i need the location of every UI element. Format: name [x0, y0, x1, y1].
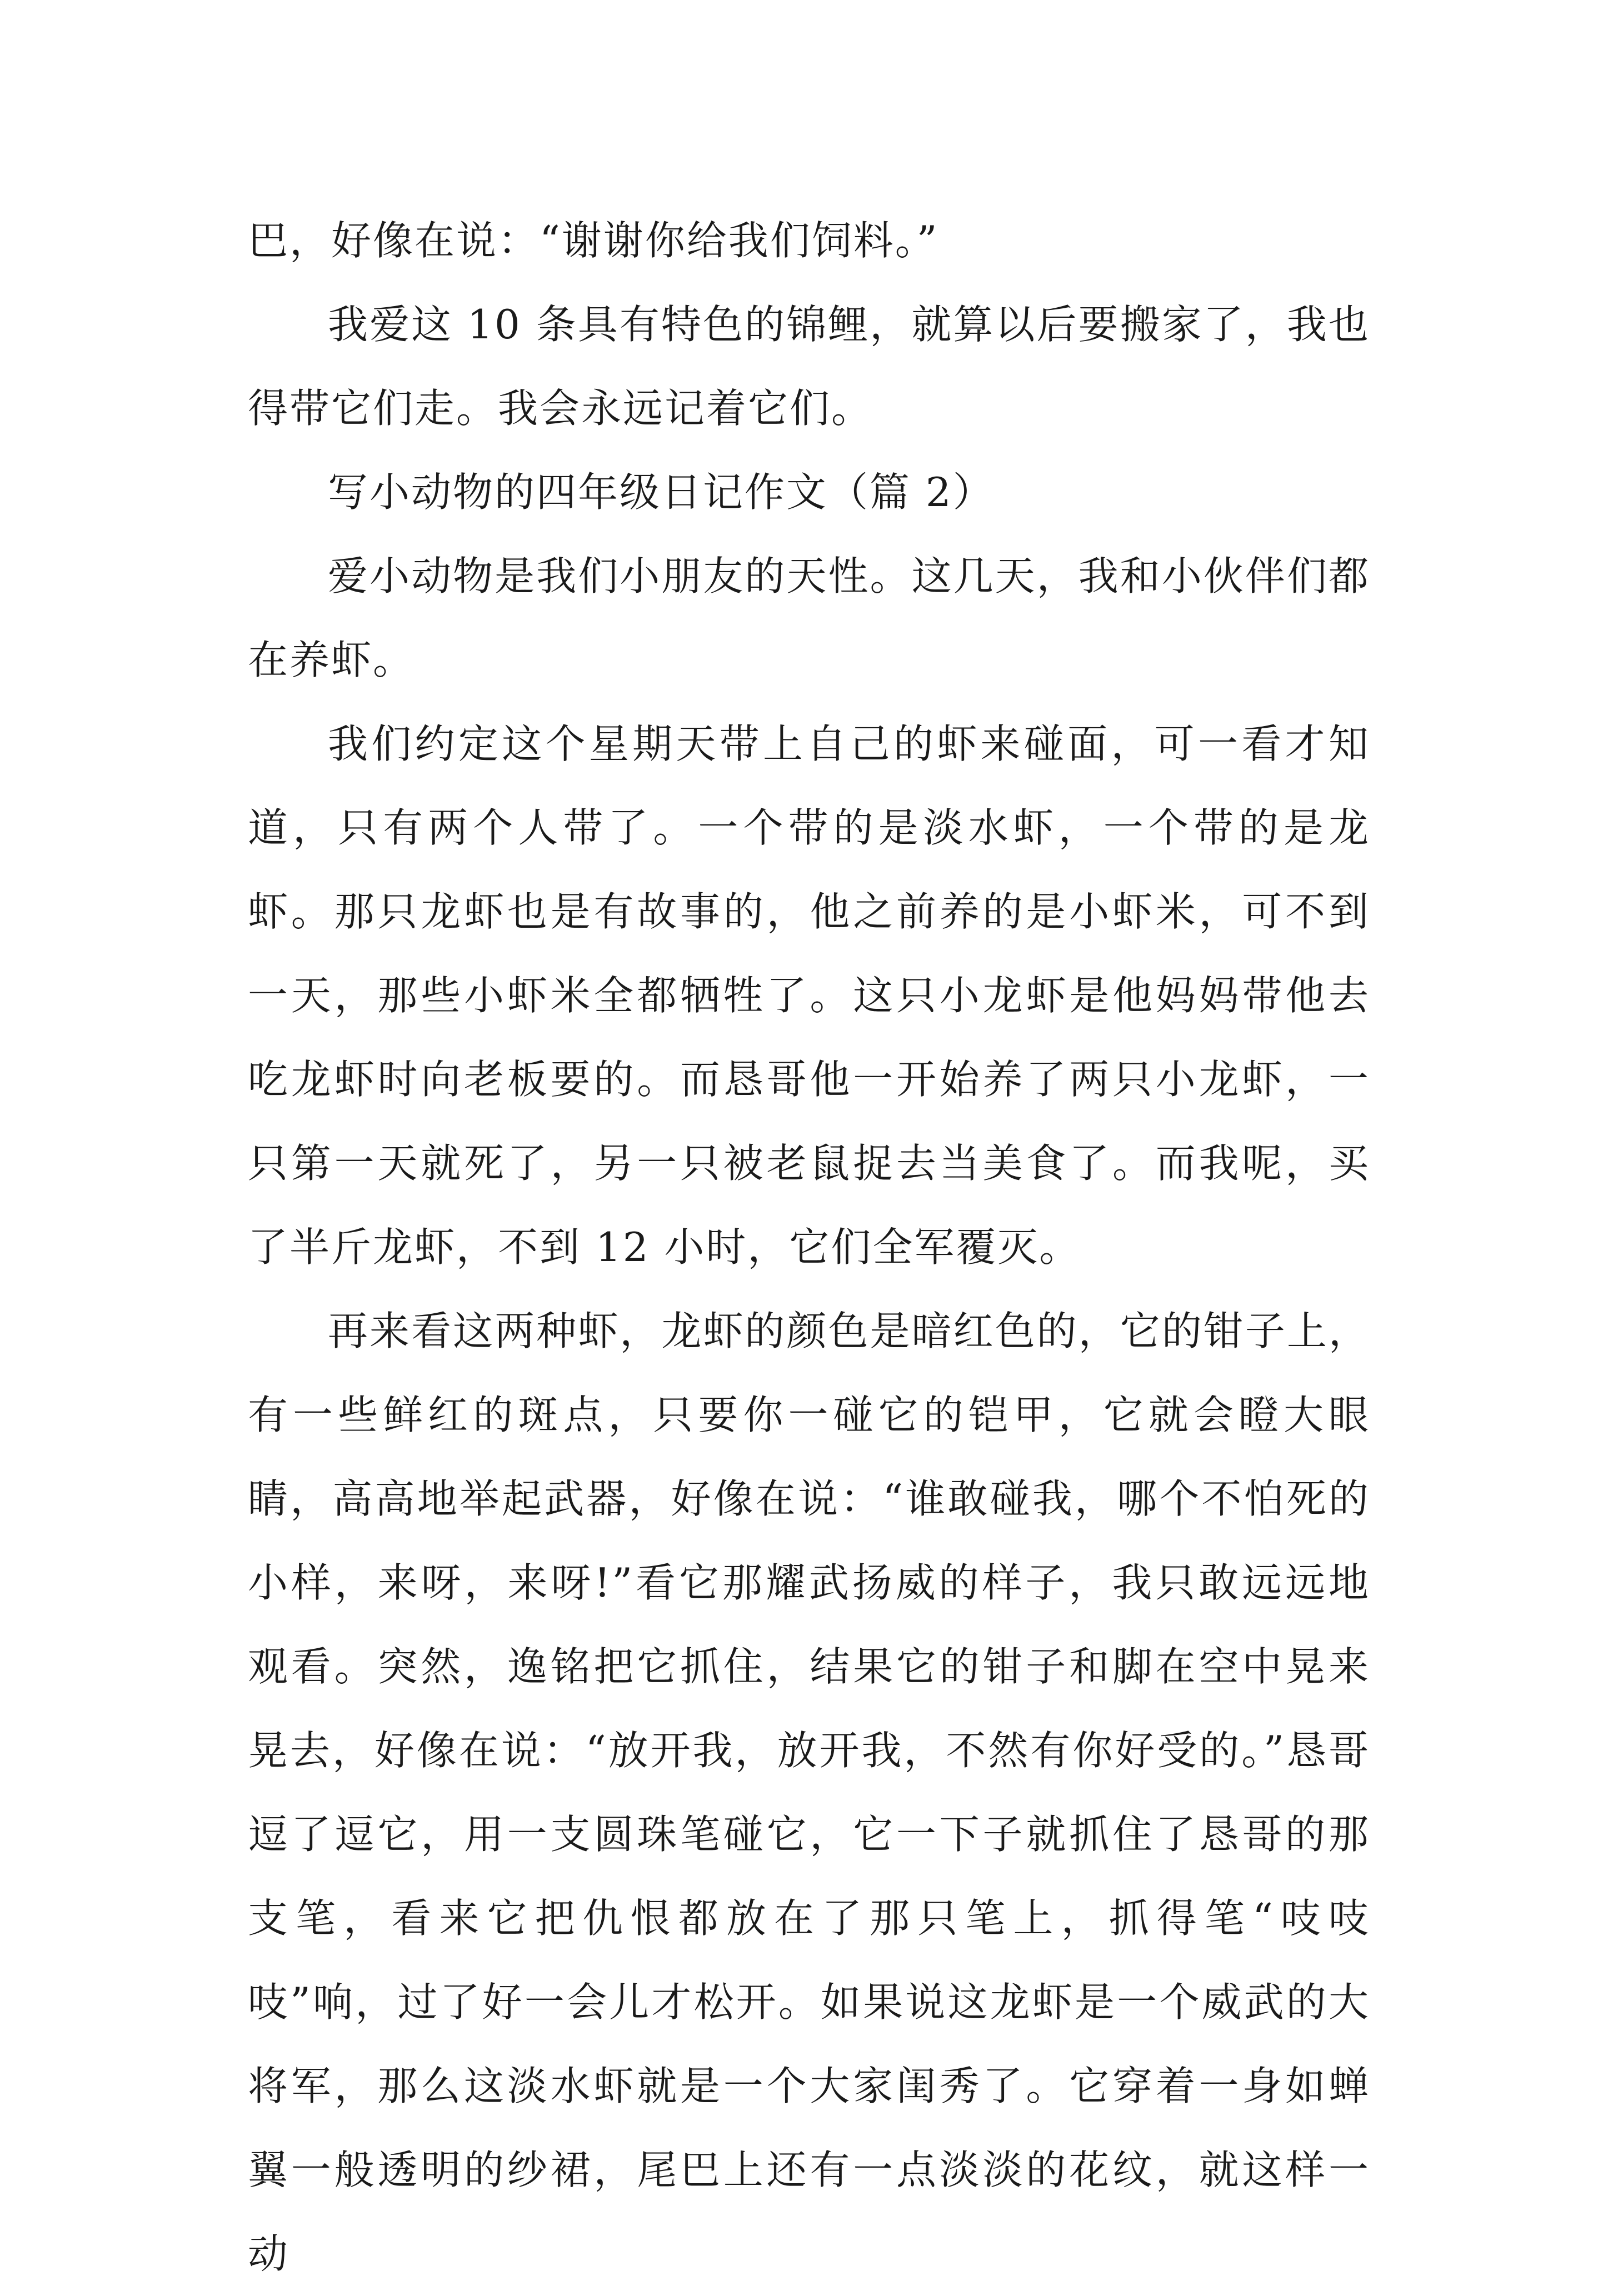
paragraph: 爱小动物是我们小朋友的天性。这几天，我和小伙伴们都在养虾。 — [248, 553, 1370, 683]
paragraph: 我们约定这个星期天带上自己的虾来碰面，可一看才知道，只有两个人带了。一个带的是淡水虾，一个带的是龙虾。那只龙虾也是有故事的，他之前养的是小虾米，可不到一天，那些小虾米全都牺牲了。这只小龙虾是他妈妈带他去吃龙虾时向老板要的。而恳哥他一开始养了两只小龙虾，一只第一天就死了，另一只被老鼠捉去当美食了。而我呢，买了半斤龙虾，不到 12 小时，它们全军覆灭。 — [248, 721, 1370, 1270]
paragraph-continued: 巴，好像在说：“谢谢你给我们饲料。” — [248, 217, 939, 264]
section-heading: 写小动物的四年级日记作文（篇 2） — [328, 469, 995, 516]
paragraph: 我爱这 10 条具有特色的锦鲤，就算以后要搬家了，我也得带它们走。我会永远记着它们。 — [248, 301, 1370, 432]
paragraph: 再来看这两种虾，龙虾的颜色是暗红色的，它的钳子上，有一些鲜红的斑点，只要你一碰它的铠甲，它就会瞪大眼睛，高高地举起武器，好像在说：“谁敢碰我，哪个不怕死的小样，来呀，来呀!”看它那耀武扬威的样子，我只敢远远地观看。突然，逸铭把它抓住，结果它的钳子和脚在空中晃来晃去，好像在说：“放开我，放开我，不然有你好受的。”恳哥逗了逗它，用一支圆珠笔碰它，它一下子就抓住了恳哥的那支笔，看来它把仇恨都放在了那只笔上，抓得笔“吱吱吱”响，过了好一会儿才松开。如果说这龙虾是一个威武的大将军，那么这淡水虾就是一个大家闺秀了。它穿着一身如蝉翼一般透明的纱裙，尾巴上还有一点淡淡的花纹，就这样一动 — [248, 1308, 1370, 2277]
document-body — [248, 199, 1370, 2296]
